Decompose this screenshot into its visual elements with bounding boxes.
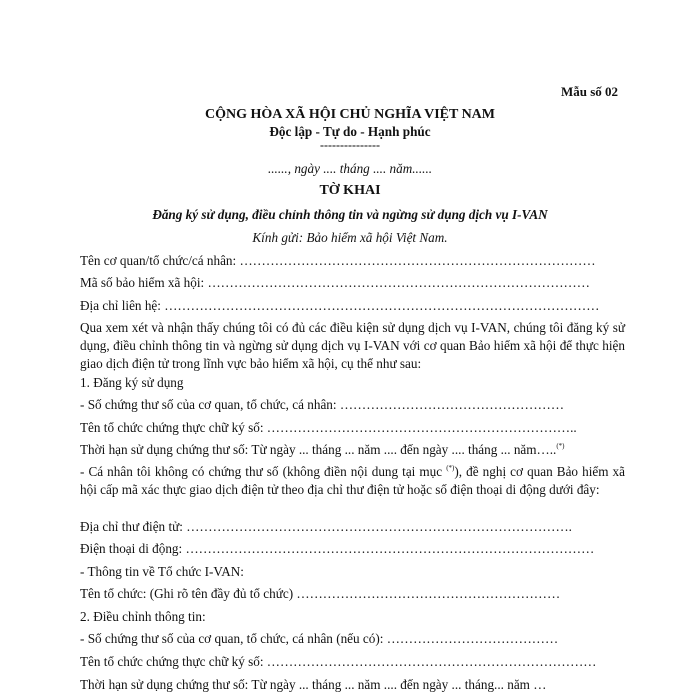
section2-cert-validity-field: Thời hạn sử dụng chứng thư số: Từ ngày ... tháng ... năm .... đến ngày ... tháng... năm … bbox=[80, 677, 547, 692]
validity-footnote-mark: (*) bbox=[556, 442, 565, 450]
ivan-info-heading: - Thông tin về Tổ chức I-VAN: bbox=[80, 564, 244, 579]
section1-heading: 1. Đăng ký sử dụng bbox=[80, 375, 184, 390]
section2-cert-authority-field: Tên tổ chức chứng thực chữ ký số: ………………………………………………………………… bbox=[80, 654, 597, 669]
cert-number-field: - Số chứng thư số của cơ quan, tổ chức, cá nhân: …………………………………………… bbox=[80, 397, 565, 412]
intro-paragraph: Qua xem xét và nhận thấy chúng tôi có đủ các điều kiện sử dụng dịch vụ I-VAN, chúng tôi đăng ký sử dụng, điều chỉnh thông tin và ngừng sử dụng dịch vụ I-VAN với cơ quan Bảo hiểm xã hội để thực hiện giao dịch điện tử trong lĩnh vực bảo hiểm xã hội, cụ thể như sau: bbox=[80, 320, 625, 371]
document-title: TỜ KHAI bbox=[319, 183, 381, 198]
no-cert-footnote-mark: (*) bbox=[446, 464, 455, 472]
header-rule: --------------- bbox=[320, 138, 380, 152]
form-number: Mẫu số 02 bbox=[560, 84, 618, 99]
section2-cert-number-field: - Số chứng thư số của cơ quan, tổ chức, cá nhân (nếu có): ………………………………… bbox=[80, 631, 559, 646]
cert-validity-field bbox=[80, 441, 625, 459]
no-cert-text-part2: ), đề nghị cơ quan Bảo hiểm xã hội cấp mã xác thực giao dịch điện tử theo địa chỉ thư điện tử hoặc số điện thoại di động dưới đây: bbox=[80, 464, 625, 497]
ivan-name-field: Tên tổ chức: (Ghi rõ tên đầy đủ tổ chức) …………………………………………………… bbox=[80, 586, 561, 601]
email-field: Địa chỉ thư điện tử: ……………………………………………………………………………. bbox=[80, 519, 572, 534]
org-name-field: Tên cơ quan/tổ chức/cá nhân: ……………………………………………………………………… bbox=[80, 253, 596, 268]
cert-authority-field: Tên tổ chức chứng thực chữ ký số: …………………………………………………………….. bbox=[80, 420, 577, 435]
country-name: CỘNG HÒA XÃ HỘI CHỦ NGHĨA VIỆT NAM bbox=[204, 107, 495, 122]
cert-validity-text: Thời hạn sử dụng chứng thư số: Từ ngày ... tháng ... năm .... đến ngày .... tháng ... năm….. bbox=[80, 442, 557, 457]
section2-heading: 2. Điều chỉnh thông tin: bbox=[80, 609, 206, 624]
document-subtitle: Đăng ký sử dụng, điều chỉnh thông tin và ngừng sử dụng dịch vụ I-VAN bbox=[152, 207, 548, 222]
no-cert-paragraph bbox=[80, 463, 625, 499]
phone-field: Điện thoại di động: ………………………………………………………………………………… bbox=[80, 541, 595, 556]
address-field: Địa chỉ liên hệ: ……………………………………………………………………………………… bbox=[80, 298, 600, 313]
addressee: Kính gửi: Bảo hiểm xã hội Việt Nam. bbox=[252, 230, 448, 245]
date-line: ......, ngày .... tháng .... năm...... bbox=[267, 161, 433, 176]
no-cert-text-part1: - Cá nhân tôi không có chứng thư số (không điền nội dung tại mục bbox=[80, 464, 447, 479]
insurance-code-field: Mã số bảo hiểm xã hội: …………………………………………………………………………… bbox=[80, 275, 590, 290]
motto: Độc lập - Tự do - Hạnh phúc bbox=[269, 124, 431, 139]
